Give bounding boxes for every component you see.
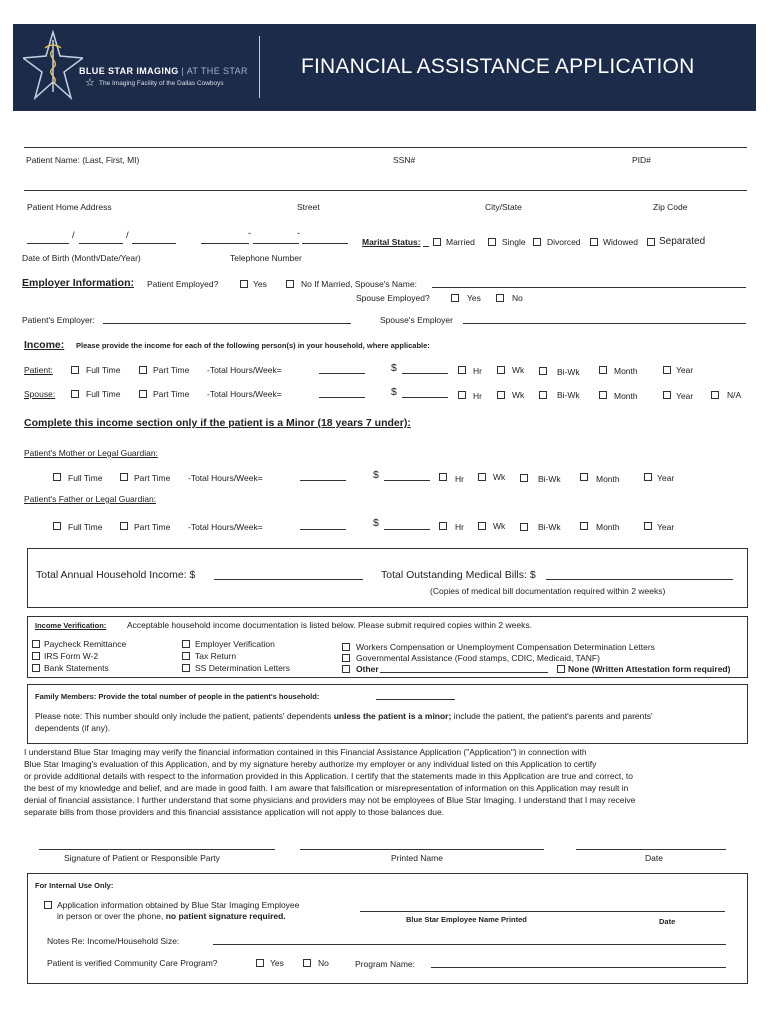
dollar-sign: $ <box>391 362 397 374</box>
ss-determination-checkbox[interactable] <box>182 664 190 672</box>
family-note-cont: dependents (if any). <box>35 723 111 733</box>
community-care-yes-checkbox[interactable] <box>256 959 264 967</box>
wk-label: Wk <box>493 521 506 531</box>
dob-year-field[interactable] <box>132 243 176 244</box>
household-income-label: Total Annual Household Income: $ <box>36 569 196 581</box>
tax-return-label: Tax Return <box>195 651 237 661</box>
program-name-field[interactable] <box>431 967 726 968</box>
mother-hours-field[interactable] <box>300 480 346 481</box>
pid-label: PID# <box>632 155 651 165</box>
patient-month-checkbox[interactable] <box>599 366 607 374</box>
hours-label: -Total Hours/Week= <box>207 389 282 399</box>
month-label: Month <box>614 391 638 401</box>
phone-separator: - <box>297 228 301 239</box>
full-time-label: Full Time <box>86 365 121 375</box>
obtained-by-employee-checkbox[interactable] <box>44 901 52 909</box>
father-year-checkbox[interactable] <box>644 522 652 530</box>
program-name-label: Program Name: <box>355 959 415 969</box>
spouse-na-checkbox[interactable] <box>711 391 719 399</box>
spouse-name-label: No If Married, Spouse's Name: <box>301 279 417 289</box>
biwk-label: Bi-Wk <box>538 474 561 484</box>
blue-star-logo-icon <box>23 30 83 100</box>
marital-single-label: Single <box>502 237 526 247</box>
medical-bills-label: Total Outstanding Medical Bills: $ <box>381 569 536 581</box>
father-month-checkbox[interactable] <box>580 522 588 530</box>
father-part-time-checkbox[interactable] <box>120 522 128 530</box>
patient-wk-checkbox[interactable] <box>497 366 505 374</box>
spouse-hours-field[interactable] <box>319 397 365 398</box>
internal-date-label: Date <box>659 917 676 926</box>
attestation-line: I understand Blue Star Imaging may verify the financial information contained in this Financial Assistance Application ("Application") in connection with <box>24 747 587 757</box>
biwk-label: Bi-Wk <box>557 390 580 400</box>
employer-verification-checkbox[interactable] <box>182 640 190 648</box>
marital-widowed-label: Widowed <box>603 237 638 247</box>
w2-label: IRS Form W-2 <box>44 651 99 661</box>
na-label: N/A <box>727 390 742 400</box>
hours-label: -Total Hours/Week= <box>188 522 263 532</box>
street-label: Street <box>297 202 320 212</box>
hr-label: Hr <box>455 474 464 484</box>
mother-wk-checkbox[interactable] <box>478 473 486 481</box>
community-care-no-checkbox[interactable] <box>303 959 311 967</box>
spouse-wk-checkbox[interactable] <box>497 391 505 399</box>
father-full-time-checkbox[interactable] <box>53 522 61 530</box>
workers-comp-label: Workers Compensation or Unemployment Compensation Determination Letters <box>356 642 655 652</box>
dob-day-field[interactable] <box>79 243 123 244</box>
year-label: Year <box>657 522 675 532</box>
ssn-label: SSN# <box>393 155 416 165</box>
attestation-line: the best of my knowledge and belief, and are made in good faith. I am aware that falsification or misrepresentation of information on this Application may result in <box>24 783 629 793</box>
paycheck-checkbox[interactable] <box>32 640 40 648</box>
dob-month-field[interactable] <box>27 243 69 244</box>
home-address-label: Patient Home Address <box>27 202 112 212</box>
employee-name-label: Blue Star Employee Name Printed <box>406 915 527 924</box>
small-star-icon: ☆ <box>85 77 95 89</box>
spouse-employed-no-label: No <box>512 293 523 303</box>
marital-married-label: Married <box>446 237 475 247</box>
tax-return-checkbox[interactable] <box>182 652 190 660</box>
dollar-sign: $ <box>391 386 397 398</box>
income-verification-description: Acceptable household income documentation is listed below. Please submit required copies within 2 weeks. <box>127 620 532 630</box>
governmental-assistance-label: Governmental Assistance (Food stamps, CDIC, Medicaid, TANF) <box>356 653 600 663</box>
governmental-assistance-checkbox[interactable] <box>342 654 350 662</box>
month-label: Month <box>596 474 620 484</box>
patient-employed-label: Patient Employed? <box>147 279 219 289</box>
spouse-part-time-checkbox[interactable] <box>139 390 147 398</box>
employer-verification-label: Employer Verification <box>195 639 275 649</box>
income-instruction: Please provide the income for each of the following person(s) in your household, where applicable: <box>76 341 430 350</box>
medical-bills-note: (Copies of medical bill documentation required within 2 weeks) <box>430 586 666 596</box>
dob-separator: / <box>72 230 75 241</box>
marital-blank <box>423 246 429 247</box>
phone-prefix-field[interactable] <box>253 243 299 244</box>
spouse-employed-no-checkbox[interactable] <box>496 294 504 302</box>
spouses-employer-field[interactable] <box>463 323 746 324</box>
phone-separator: - <box>248 228 252 239</box>
spouse-employed-yes-label: Yes <box>467 293 481 303</box>
mother-guardian-label: Patient's Mother or Legal Guardian: <box>24 448 158 458</box>
internal-use-title: For Internal Use Only: <box>35 881 114 890</box>
biwk-label: Bi-Wk <box>557 367 580 377</box>
telephone-label: Telephone Number <box>230 253 302 263</box>
signature-field[interactable] <box>39 849 275 850</box>
part-time-label: Part Time <box>134 522 171 532</box>
wk-label: Wk <box>512 390 525 400</box>
mother-part-time-checkbox[interactable] <box>120 473 128 481</box>
marital-married-checkbox[interactable] <box>433 238 441 246</box>
part-time-label: Part Time <box>134 473 171 483</box>
signature-date-label: Date <box>645 853 663 863</box>
community-care-label: Patient is verified Community Care Program? <box>47 958 218 968</box>
hours-label: -Total Hours/Week= <box>207 365 282 375</box>
part-time-label: Part Time <box>153 365 190 375</box>
marital-divorced-checkbox[interactable] <box>533 238 541 246</box>
income-section-title: Income: <box>24 339 65 351</box>
spouse-hr-checkbox[interactable] <box>458 391 466 399</box>
hr-label: Hr <box>473 391 482 401</box>
family-members-field[interactable] <box>376 699 455 700</box>
marital-separated-checkbox[interactable] <box>647 238 655 246</box>
father-hours-field[interactable] <box>300 529 346 530</box>
year-label: Year <box>657 473 675 483</box>
month-label: Month <box>596 522 620 532</box>
year-label: Year <box>676 391 694 401</box>
employee-name-field[interactable] <box>360 911 725 912</box>
marital-separated-label: Separated <box>659 236 706 247</box>
other-label: Other <box>356 664 379 674</box>
marital-widowed-checkbox[interactable] <box>590 238 598 246</box>
spouse-employed-yes-checkbox[interactable] <box>451 294 459 302</box>
community-care-no-label: No <box>318 958 329 968</box>
patient-employed-yes-label: Yes <box>253 279 267 289</box>
biwk-label: Bi-Wk <box>538 522 561 532</box>
full-time-label: Full Time <box>68 473 103 483</box>
month-label: Month <box>614 366 638 376</box>
dollar-sign: $ <box>373 469 379 481</box>
patients-employer-label: Patient's Employer: <box>22 315 95 325</box>
phone-area-field[interactable] <box>201 243 249 244</box>
dob-label: Date of Birth (Month/Date/Year) <box>22 253 141 263</box>
patient-full-time-checkbox[interactable] <box>71 366 79 374</box>
zip-label: Zip Code <box>653 202 688 212</box>
bank-statements-checkbox[interactable] <box>32 664 40 672</box>
medical-bills-field[interactable] <box>546 579 733 580</box>
father-guardian-label: Patient's Father or Legal Guardian: <box>24 494 157 504</box>
patient-hr-checkbox[interactable] <box>458 366 466 374</box>
logo-tagline: The Imaging Facility of the Dallas Cowboys <box>99 80 224 87</box>
family-members-label: Family Members: Provide the total number of people in the patient's household: <box>35 692 320 701</box>
mother-amount-field[interactable] <box>384 480 430 481</box>
none-checkbox[interactable] <box>557 665 565 673</box>
address-line <box>24 190 747 191</box>
logo-name: BLUE STAR IMAGING | AT THE STAR <box>79 66 248 76</box>
paycheck-label: Paycheck Remittance <box>44 639 127 649</box>
full-time-label: Full Time <box>86 389 121 399</box>
spouse-biwk-checkbox[interactable] <box>539 391 547 399</box>
printed-name-label: Printed Name <box>391 853 443 863</box>
ss-determination-label: SS Determination Letters <box>195 663 290 673</box>
spouse-month-checkbox[interactable] <box>599 391 607 399</box>
city-state-label: City/State <box>485 202 522 212</box>
wk-label: Wk <box>512 365 525 375</box>
marital-single-checkbox[interactable] <box>488 238 496 246</box>
patient-year-checkbox[interactable] <box>663 366 671 374</box>
dollar-sign: $ <box>373 517 379 529</box>
attestation-line: or provide additional details with respect to the information provided in this Application. I certify that the statements made in this Application are true and correct, to <box>24 771 634 781</box>
mother-year-checkbox[interactable] <box>644 473 652 481</box>
attestation-line: separate bills from those providers and this financial assistance application will not apply to those balances due. <box>24 807 445 817</box>
spouse-name-field[interactable] <box>432 287 746 288</box>
page-header <box>13 24 756 111</box>
mother-full-time-checkbox[interactable] <box>53 473 61 481</box>
father-biwk-checkbox[interactable] <box>520 523 528 531</box>
full-time-label: Full Time <box>68 522 103 532</box>
year-label: Year <box>676 365 694 375</box>
minor-section-title: Complete this income section only if the patient is a Minor (18 years 7 under): <box>24 417 411 429</box>
patient-employed-yes-checkbox[interactable] <box>240 280 248 288</box>
attestation-line: denial of financial assistance. I further understand that some physicians and providers may not be employees of Blue Star Imaging. I understand that I may receive <box>24 795 636 805</box>
community-care-yes-label: Yes <box>270 958 284 968</box>
bank-statements-label: Bank Statements <box>44 663 109 673</box>
hours-label: -Total Hours/Week= <box>188 473 263 483</box>
hr-label: Hr <box>473 366 482 376</box>
workers-comp-checkbox[interactable] <box>342 643 350 651</box>
w2-checkbox[interactable] <box>32 652 40 660</box>
obtained-by-employee-label-cont: in person or over the phone, no patient signature required. <box>57 911 286 921</box>
marital-status-label: Marital Status: <box>362 237 421 247</box>
spouse-amount-field[interactable] <box>402 397 448 398</box>
father-amount-field[interactable] <box>384 529 430 530</box>
marital-divorced-label: Divorced <box>547 237 581 247</box>
patient-amount-field[interactable] <box>402 373 448 374</box>
other-field[interactable] <box>380 672 548 673</box>
patient-employed-no-checkbox[interactable] <box>286 280 294 288</box>
part-time-label: Part Time <box>153 389 190 399</box>
notes-label: Notes Re: Income/Household Size: <box>47 936 180 946</box>
patient-name-label: Patient Name: (Last, First, MI) <box>26 155 140 165</box>
spouse-employed-label: Spouse Employed? <box>356 293 430 303</box>
signature-label: Signature of Patient or Responsible Party <box>64 853 220 863</box>
income-patient-label: Patient: <box>24 365 53 375</box>
phone-line-field[interactable] <box>302 243 348 244</box>
patient-biwk-checkbox[interactable] <box>539 367 547 375</box>
notes-field[interactable] <box>213 944 726 945</box>
page-title: FINANCIAL ASSISTANCE APPLICATION <box>301 55 695 78</box>
hr-label: Hr <box>455 522 464 532</box>
spouses-employer-label: Spouse's Employer <box>380 315 453 325</box>
father-wk-checkbox[interactable] <box>478 522 486 530</box>
mother-month-checkbox[interactable] <box>580 473 588 481</box>
other-checkbox[interactable] <box>342 665 350 673</box>
printed-name-field[interactable] <box>300 849 544 850</box>
patients-employer-field[interactable] <box>103 323 351 324</box>
header-divider <box>259 36 260 98</box>
obtained-by-employee-label: Application information obtained by Blue Star Imaging Employee <box>57 900 300 910</box>
mother-biwk-checkbox[interactable] <box>520 474 528 482</box>
spouse-full-time-checkbox[interactable] <box>71 390 79 398</box>
income-verification-title: Income Verification: <box>35 621 107 630</box>
none-label: None (Written Attestation form required) <box>568 664 731 674</box>
attestation-line: Blue Star Imaging's evaluation of this Application, and by my signature hereby authorize my employer or any individual listed on this Application to certify <box>24 759 597 769</box>
household-income-field[interactable] <box>214 579 363 580</box>
patient-hours-field[interactable] <box>319 373 365 374</box>
income-spouse-label: Spouse: <box>24 389 56 399</box>
patient-name-line <box>24 147 747 148</box>
father-hr-checkbox[interactable] <box>439 522 447 530</box>
dob-separator: / <box>126 230 129 241</box>
employer-section-title: Employer Information: <box>22 277 135 289</box>
patient-part-time-checkbox[interactable] <box>139 366 147 374</box>
family-note: Please note: This number should only include the patient, patients' dependents unless the patient is a minor; include the patient, the patient's parents and parents' <box>35 711 653 721</box>
wk-label: Wk <box>493 472 506 482</box>
mother-hr-checkbox[interactable] <box>439 473 447 481</box>
signature-date-field[interactable] <box>576 849 726 850</box>
spouse-year-checkbox[interactable] <box>663 391 671 399</box>
